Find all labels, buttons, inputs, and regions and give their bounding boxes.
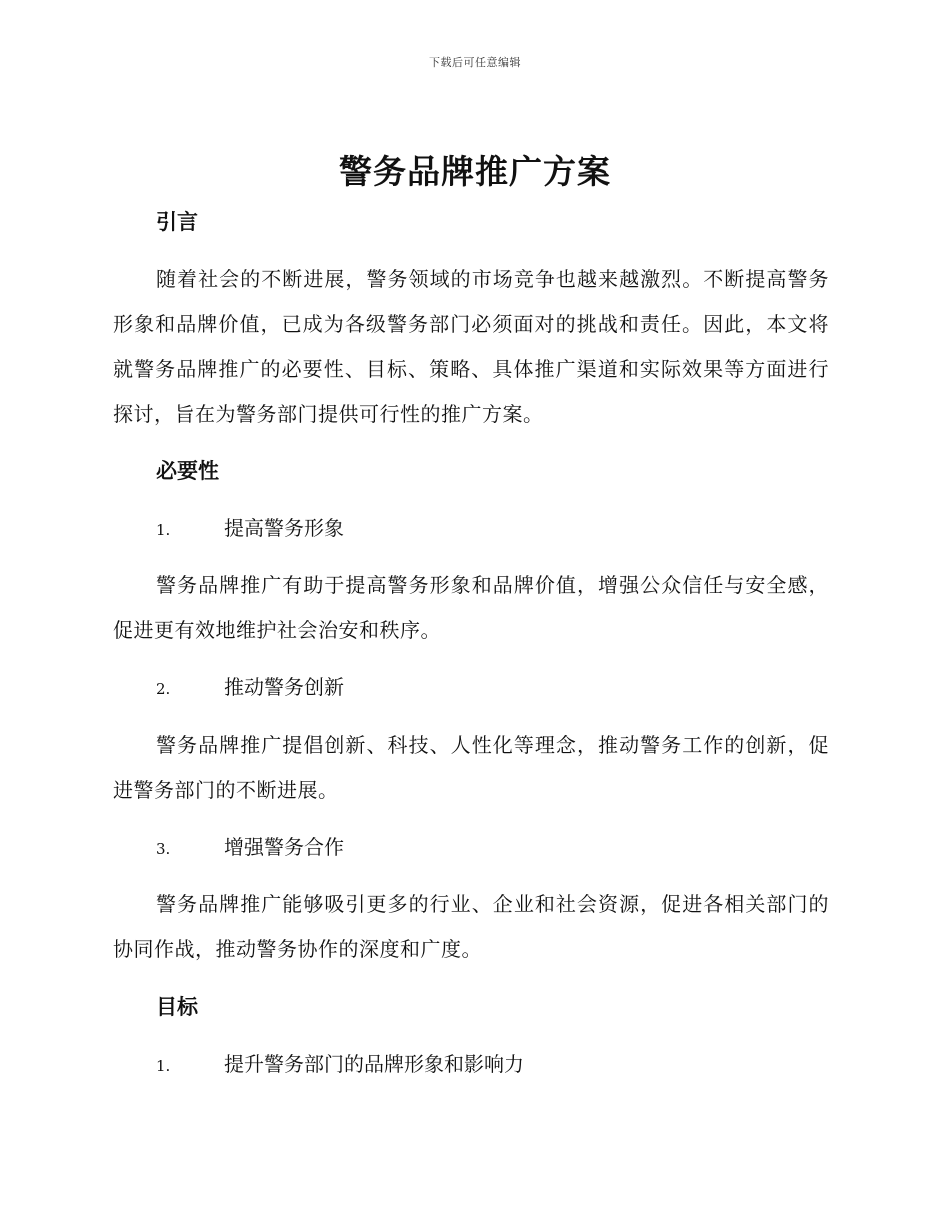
header-note: 下载后可任意编辑 <box>429 56 521 69</box>
section-heading-goals: 目标 <box>156 995 198 1019</box>
list-number: 2. <box>156 680 171 698</box>
list-item-title: 增强警务合作 <box>224 835 344 859</box>
list-number: 1. <box>156 1057 171 1075</box>
list-item <box>156 513 344 545</box>
section-heading-intro: 引言 <box>156 210 198 234</box>
list-number: 1. <box>156 521 171 539</box>
section-heading-necessity: 必要性 <box>156 459 219 483</box>
list-item <box>156 672 344 704</box>
necessity-paragraph-2: 警务品牌推广提倡创新、科技、人性化等理念，推动警务工作的创新，促进警务部门的不断进展。 <box>113 733 829 802</box>
list-item <box>156 832 344 864</box>
list-item <box>156 1049 524 1081</box>
list-item-title: 提高警务形象 <box>224 516 344 540</box>
necessity-paragraph-1: 警务品牌推广有助于提高警务形象和品牌价值，增强公众信任与安全感，促进更有效地维护社会治安和秩序。 <box>113 573 829 642</box>
list-number: 3. <box>156 840 171 858</box>
list-item-title: 推动警务创新 <box>224 675 344 699</box>
list-item-title: 提升警务部门的品牌形象和影响力 <box>224 1052 524 1076</box>
intro-paragraph: 随着社会的不断进展，警务领域的市场竞争也越来越激烈。不断提高警务形象和品牌价值，已成为各级警务部门必须面对的挑战和责任。因此，本文将就警务品牌推广的必要性、目标、策略、具体推广渠道和实际效果等方面进行探讨，旨在为警务部门提供可行性的推广方案。 <box>113 267 829 426</box>
document-title: 警务品牌推广方案 <box>339 152 611 191</box>
necessity-paragraph-3: 警务品牌推广能够吸引更多的行业、企业和社会资源，促进各相关部门的协同作战，推动警务协作的深度和广度。 <box>113 892 829 961</box>
